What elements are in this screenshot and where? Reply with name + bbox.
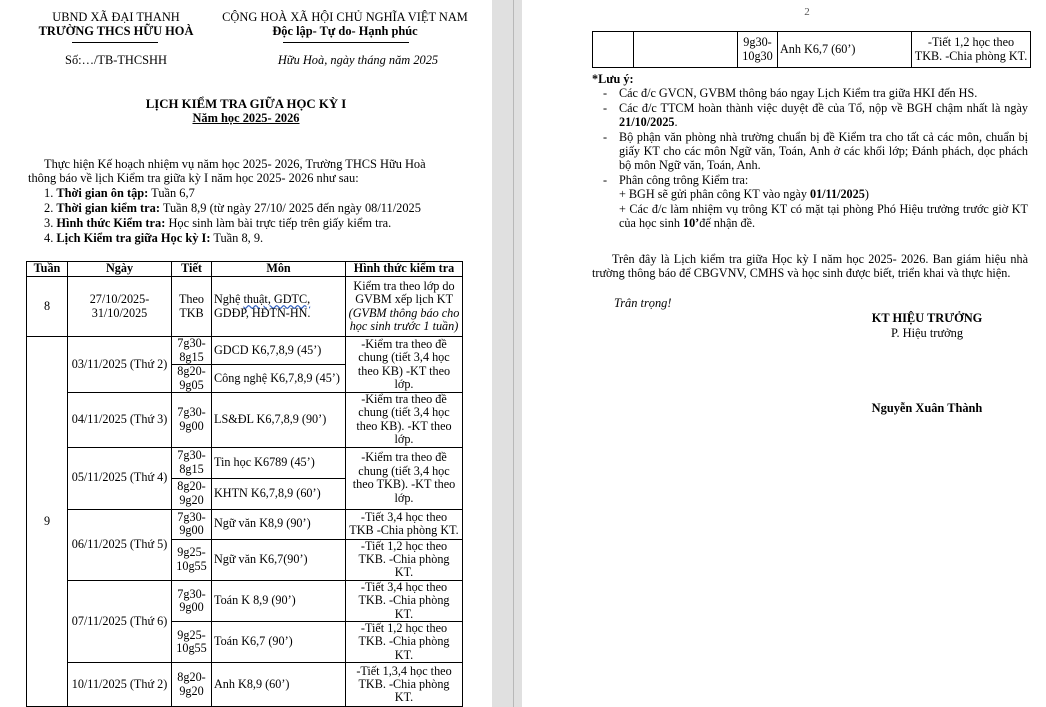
table-row bbox=[27, 277, 463, 337]
place-date: Hữu Hoà, ngày tháng năm 2025 bbox=[277, 53, 439, 67]
table-row bbox=[593, 32, 1031, 68]
form-cell: -Tiết 1,2 học theo TKB. -Chia phòng KT. bbox=[912, 32, 1031, 68]
form-cell: -Tiết 3,4 học theo TKB -Chia phòng KT. bbox=[346, 509, 463, 539]
day-cell: 06/11/2025 (Thứ 5) bbox=[68, 509, 172, 580]
day-cell: 10/11/2025 (Thứ 2) bbox=[68, 663, 172, 707]
day-cell: 27/10/2025-31/10/2025 bbox=[68, 277, 172, 337]
subject-cell: Ngữ văn K8,9 (90’) bbox=[212, 509, 346, 539]
subject-cell: KHTN K6,7,8,9 (60’) bbox=[212, 478, 346, 509]
col-header-day: Ngày bbox=[68, 262, 172, 277]
note-item: - Các đ/c TTCM hoàn thành việc duyệt đề của Tổ, nộp về BGH chậm nhất là ngày 21/10/2025. bbox=[603, 100, 1028, 130]
doc-number: Số:…/TB-THCSHH bbox=[65, 53, 167, 67]
week-cell: 8 bbox=[27, 277, 68, 337]
item-exam-time: 2. Thời gian kiểm tra: Tuần 8,9 (từ ngày 27/10/ 2025 đến ngày 08/11/2025 bbox=[44, 201, 421, 215]
page-number: 2 bbox=[804, 6, 810, 18]
page-gap bbox=[492, 0, 522, 707]
form-cell: Kiểm tra theo lớp do GVBM xếp lịch KT (GVBM thông báo cho học sinh trước 1 tuần) bbox=[346, 277, 463, 337]
col-header-subject: Môn bbox=[212, 262, 346, 277]
regards: Trân trọng! bbox=[614, 296, 672, 310]
item-exam-form: 3. Hình thức Kiểm tra: Học sinh làm bài trực tiếp trên giấy kiểm tra. bbox=[44, 216, 392, 230]
subject-cell: Toán K6,7 (90’) bbox=[212, 622, 346, 663]
form-cell: -Tiết 1,2 học theo TKB. -Chia phòng KT. bbox=[346, 622, 463, 663]
note-item: - Bộ phận văn phòng nhà trường chuẩn bị đề Kiểm tra cho tất cả các môn, chuẩn bị giấy KT cho các môn Ngữ văn, Toán, Anh ở các khối lớp; Đánh phách, dọc phách bộ môn Ngữ văn, Toán, Anh. bbox=[603, 129, 1028, 173]
nation-name: CỘNG HOÀ XÃ HỘI CHỦ NGHĨA VIỆT NAM bbox=[222, 10, 468, 24]
signer-role: P. Hiệu trưởng bbox=[890, 326, 964, 340]
exam-schedule-table bbox=[26, 261, 463, 707]
subject-cell: Ngữ văn K6,7(90’) bbox=[212, 539, 346, 580]
doc-subtitle: Năm học 2025- 2026 bbox=[192, 111, 300, 125]
subject-cell: Anh K6,7 (60’) bbox=[778, 32, 912, 68]
form-cell: -Kiểm tra theo đề chung (tiết 3,4 học theo KB). -KT theo lớp. bbox=[346, 393, 463, 448]
form-cell: -Kiểm tra theo đề chung (tiết 3,4 học theo TKB). -KT theo lớp. bbox=[346, 447, 463, 509]
table-row bbox=[27, 663, 463, 707]
item-review-time: 1. Thời gian ôn tập: Tuần 6,7 bbox=[44, 186, 195, 200]
day-cell: 03/11/2025 (Thứ 2) bbox=[68, 337, 172, 393]
document-page-2 bbox=[522, 0, 1046, 707]
day-cell: 04/11/2025 (Thứ 3) bbox=[68, 393, 172, 448]
period-cell: 7g30-9g00 bbox=[172, 393, 212, 448]
table-row bbox=[27, 337, 463, 365]
subject-cell: Toán K 8,9 (90’) bbox=[212, 580, 346, 621]
col-header-week: Tuần bbox=[27, 262, 68, 277]
header-rule-left bbox=[72, 42, 158, 43]
table-row bbox=[27, 447, 463, 478]
period-cell: 8g20-9g20 bbox=[172, 663, 212, 707]
header-rule-right bbox=[283, 42, 409, 43]
col-header-form: Hình thức kiểm tra bbox=[346, 262, 463, 277]
table-row bbox=[27, 580, 463, 621]
day-cell: 05/11/2025 (Thứ 4) bbox=[68, 447, 172, 509]
intro-line-2: thông báo về lịch Kiểm tra giữa kỳ I năm học 2025- 2026 như sau: bbox=[28, 171, 359, 185]
week-cell: 9 bbox=[27, 337, 68, 707]
period-cell: 7g30-9g00 bbox=[172, 509, 212, 539]
period-cell: 9g25-10g55 bbox=[172, 622, 212, 663]
notes-section bbox=[592, 72, 1028, 230]
signer-name: Nguyễn Xuân Thành bbox=[871, 401, 983, 415]
note-item: - Phân công trông Kiểm tra: bbox=[603, 172, 749, 187]
closing-paragraph: Trên đây là Lịch kiểm tra giữa Học kỳ I năm học 2025- 2026. Ban giám hiệu nhà trường thông báo để CBGVNV, CMHS và học sinh được biết, triển khai và thực hiện. bbox=[592, 252, 1028, 281]
period-cell: Theo TKB bbox=[172, 277, 212, 337]
period-cell: 7g30-9g00 bbox=[172, 580, 212, 621]
form-cell: -Tiết 1,2 học theo TKB. -Chia phòng KT. bbox=[346, 539, 463, 580]
period-cell: 8g20-9g20 bbox=[172, 478, 212, 509]
table-header-row bbox=[27, 262, 463, 277]
subject-cell: Nghệ thuật, GDTC, GDĐP, HĐTN-HN. bbox=[212, 277, 346, 337]
period-cell: 7g30-8g15 bbox=[172, 337, 212, 365]
notes-title: *Lưu ý: bbox=[592, 72, 634, 86]
form-cell: -Kiểm tra theo đề chung (tiết 3,4 học theo KB) -KT theo lớp. bbox=[346, 337, 463, 393]
subject-cell: LS&ĐL K6,7,8,9 (90’) bbox=[212, 393, 346, 448]
schedule-table-continued bbox=[592, 31, 1031, 68]
org-name: UBND XÃ ĐẠI THANH bbox=[52, 10, 180, 24]
note-item: - Các đ/c GVCN, GVBM thông báo ngay Lịch Kiểm tra giữa HKI đến HS. bbox=[603, 86, 978, 101]
subject-cell: Tin học K6789 (45’) bbox=[212, 447, 346, 478]
signer-title: KT HIỆU TRƯỞNG bbox=[871, 311, 983, 325]
document-page-1 bbox=[0, 0, 492, 707]
school-name: TRƯỜNG THCS HỮU HOÀ bbox=[38, 24, 194, 38]
intro-line-1: Thực hiện Kế hoạch nhiệm vụ năm học 2025- 2026, Trường THCS Hữu Hoà bbox=[44, 157, 426, 171]
note-subitem: + BGH sẽ gửi phân công KT vào ngày 01/11/2025) bbox=[619, 187, 869, 202]
note-subitem: + Các đ/c làm nhiệm vụ trông KT có mặt tại phòng Phó Hiệu trưởng trước giờ KT của học sinh 10’để nhận đề. bbox=[619, 201, 1028, 231]
week-cell bbox=[593, 32, 634, 68]
table-row bbox=[27, 509, 463, 539]
day-cell bbox=[634, 32, 738, 68]
table-row bbox=[27, 393, 463, 448]
doc-title: LỊCH KIỂM TRA GIỮA HỌC KỲ I bbox=[145, 97, 347, 111]
subject-cell: Công nghệ K6,7,8,9 (45’) bbox=[212, 365, 346, 393]
item-schedule: 4. Lịch Kiểm tra giữa Học kỳ I: Tuần 8, 9. bbox=[44, 231, 264, 245]
form-cell: -Tiết 3,4 học theo TKB. -Chia phòng KT. bbox=[346, 580, 463, 621]
subject-cell: Anh K8,9 (60’) bbox=[212, 663, 346, 707]
day-cell: 07/11/2025 (Thứ 6) bbox=[68, 580, 172, 662]
period-cell: 9g25-10g55 bbox=[172, 539, 212, 580]
motto: Độc lập- Tự do- Hạnh phúc bbox=[272, 24, 418, 38]
period-cell: 9g30-10g30 bbox=[738, 32, 778, 68]
period-cell: 7g30-8g15 bbox=[172, 447, 212, 478]
subject-cell: GDCD K6,7,8,9 (45’) bbox=[212, 337, 346, 365]
form-cell: -Tiết 1,3,4 học theo TKB. -Chia phòng KT. bbox=[346, 663, 463, 707]
col-header-period: Tiết bbox=[172, 262, 212, 277]
period-cell: 8g20-9g05 bbox=[172, 365, 212, 393]
